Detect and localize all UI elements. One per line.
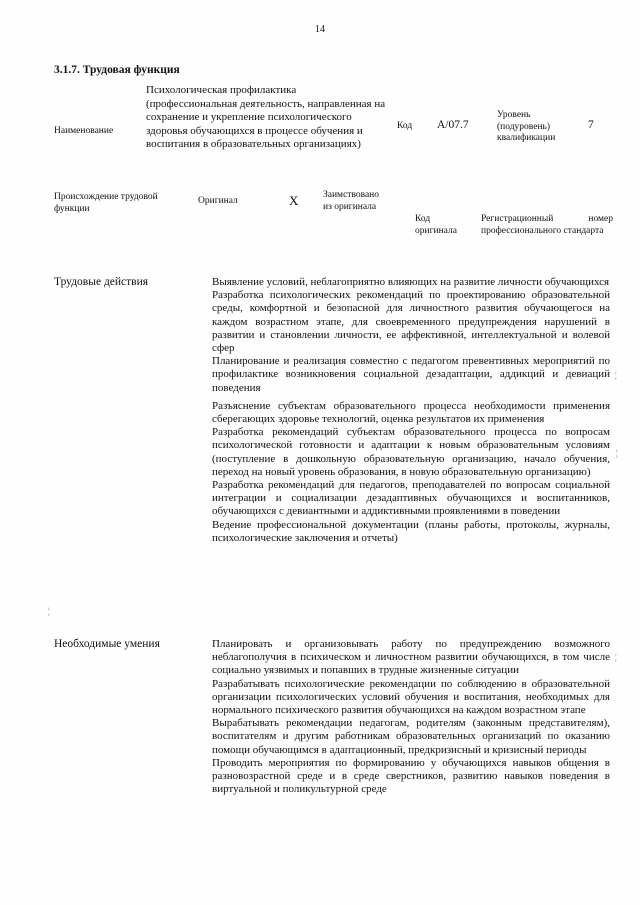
section-title: 3.1.7. Трудовая функция: [54, 64, 180, 76]
list-item: Планировать и организовывать работу по предупреждению возможного неблагополучия в психическом и личностном развитии обучающихся, в том числе социально уязвимых и попавших в трудные жизненные ситуации: [212, 638, 610, 677]
list-item: Ведение профессиональной документации (планы работы, протоколы, журналы, психологические заключения и отчеты): [212, 518, 610, 544]
code-original-label: Код оригинала: [415, 214, 457, 236]
list-item: Планирование и реализация совместно с педагогом превентивных мероприятий по профилактике возникновения социальной дезадаптации, аддикций и девиаций поведения: [212, 355, 610, 394]
actions-label: Трудовые действия: [54, 276, 149, 288]
list-item: Выявление условий, неблагоприятно влияющих на развитие личности обучающихся: [212, 276, 610, 288]
code-label: Код: [397, 121, 413, 131]
name-label: Наименование: [54, 126, 114, 136]
function-name: Психологическая профилактика (профессиональная деятельность, направленная на сохранение и укрепление психологического здоровья обучающихся в процессе обучения и воспитания в образовательных организациях): [146, 84, 386, 150]
list-item: Проводить мероприятия по формированию у обучающихся навыков общения в разновозрастной среде и в среде сверстников, развитию навыков поведения в виртуальной и поликультурной среде: [212, 756, 610, 796]
list-item: Разработка рекомендаций субъектам образовательного процесса по вопросам психологической готовности и адаптации к новым образовательным условиям (поступление в дошкольную образовательную организацию, начало обучения, переход на новый уровень образования, в новую образовательную организацию): [212, 426, 610, 478]
scan-mark: ¦: [616, 448, 618, 458]
scan-mark: ¦: [48, 606, 50, 616]
code-value: А/07.7: [437, 119, 469, 131]
scan-mark: ¦: [615, 370, 617, 380]
level-value: 7: [588, 119, 594, 131]
list-item: Разрабатывать психологические рекомендации по соблюдению в образовательной организации психологических условий обучения и воспитания, необходимых для нормального психического развития обучающихся на каждом возрастном этапе: [212, 677, 610, 717]
list-item: Разработка рекомендаций для педагогов, преподавателей по вопросам социальной интеграции и социализации дезадаптивных обучающихся и воспитанников, обучающихся с девиантными и аддиктивными проявлениями в поведении: [212, 479, 610, 518]
origin-label: Происхождение трудовой функции: [54, 192, 158, 214]
list-item: Разработка психологических рекомендаций по проектированию образовательной среды, комфортной и безопасной для личностного развития обучающегося на каждом возрастном этапе, для своевременного предупреждения нарушений в развитии и становлении личности, ее аффективной, интеллектуальной и волевой сфер: [212, 289, 610, 355]
skills-label: Необходимые умения: [54, 638, 160, 650]
skills-list: [212, 638, 610, 796]
level-label: Уровень (подуровень) квалификации: [497, 110, 556, 143]
scan-mark: ¦: [615, 652, 617, 662]
list-item: Вырабатывать рекомендации педагогам, родителям (законным представителям), воспитателям и другим работникам образовательных организаций по оказанию помощи обучающимся в адаптационный, предкризисный и кризисный периоды: [212, 717, 610, 756]
reg-number-label: Регистрационный номер профессионального стандарта: [481, 214, 613, 236]
page-number: 14: [315, 24, 325, 35]
actions-list: [212, 276, 610, 545]
original-label: Оригинал: [198, 196, 238, 206]
list-item: Разъяснение субъектам образовательного процесса необходимости применения сберегающих здоровье технологий, оценка результатов их применения: [212, 399, 610, 426]
borrowed-label: Заимствовано из оригинала: [323, 190, 380, 212]
original-mark: X: [289, 193, 299, 208]
